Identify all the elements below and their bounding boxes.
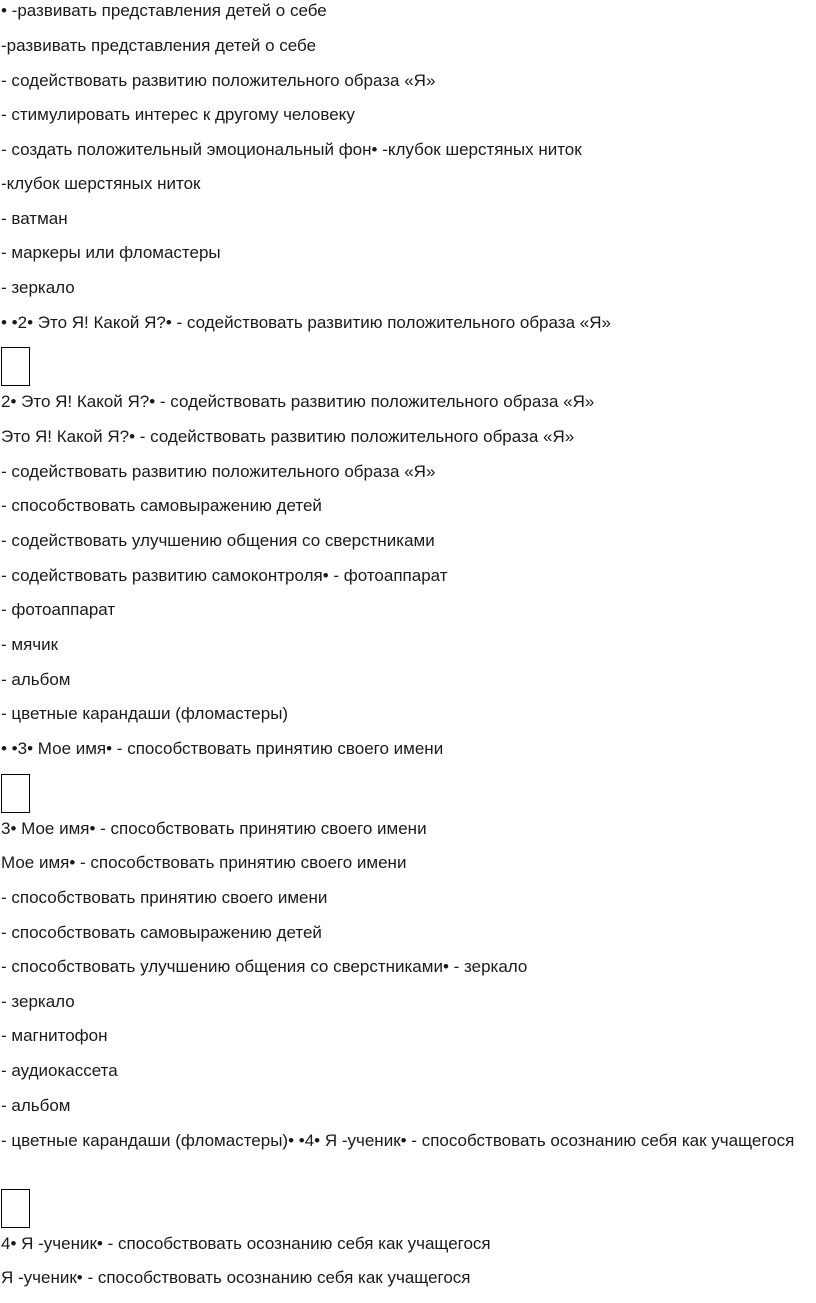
text-line: - способствовать самовыражению детей	[1, 923, 322, 942]
text-line: - ватман	[1, 209, 68, 228]
text-line: Мое имя• - способствовать принятию своего имени	[1, 853, 407, 872]
text-line: 2• Это Я! Какой Я?• - содействовать развитию положительного образа «Я»	[1, 392, 595, 411]
text-line: • •2• Это Я! Какой Я?• - содействовать развитию положительного образа «Я»	[1, 313, 611, 332]
text-line: 3• Мое имя• - способствовать принятию своего имени	[1, 819, 427, 838]
text-line: - фотоаппарат	[1, 600, 116, 619]
text-line: -развивать представления детей о себе	[1, 36, 317, 55]
text-line: - зеркало	[1, 992, 75, 1011]
text-line: 4• Я -ученик• - способствовать осознанию себя как учащегося	[1, 1234, 491, 1253]
text-line: Я -ученик• - способствовать осознанию себя как учащегося	[1, 1268, 471, 1287]
text-line: - цветные карандаши (фломастеры)	[1, 704, 289, 723]
text-line: - альбом	[1, 670, 71, 689]
text-line: Это Я! Какой Я?• - содействовать развитию положительного образа «Я»	[1, 427, 575, 446]
text-line: - способствовать принятию своего имени	[1, 888, 328, 907]
text-line: - стимулировать интерес к другому человеку	[1, 105, 355, 124]
text-line: - способствовать самовыражению детей	[1, 496, 322, 515]
text-line: • •3• Мое имя• - способствовать принятию своего имени	[1, 739, 444, 758]
text-line: - маркеры или фломастеры	[1, 243, 221, 262]
text-line: - зеркало	[1, 278, 75, 297]
text-line: - способствовать улучшению общения со сверстниками• - зеркало	[1, 957, 528, 976]
text-line: - магнитофон	[1, 1026, 108, 1045]
text-line: - содействовать развитию самоконтроля• - фотоаппарат	[1, 566, 448, 585]
image-placeholder-box	[1, 774, 30, 813]
text-line: - мячик	[1, 635, 59, 654]
text-line: - содействовать развитию положительного образа «Я»	[1, 71, 436, 90]
text-line: • -развивать представления детей о себе	[1, 1, 327, 20]
image-placeholder-box	[1, 347, 30, 386]
text-line: - альбом	[1, 1096, 71, 1115]
text-line: - содействовать развитию положительного образа «Я»	[1, 462, 436, 481]
text-line: - цветные карандаши (фломастеры)• •4• Я -ученик• - способствовать осознанию себя как учащегося	[1, 1131, 795, 1150]
text-line: - аудиокассета	[1, 1061, 118, 1080]
image-placeholder-box	[1, 1189, 30, 1228]
text-line: -клубок шерстяных ниток	[1, 174, 201, 193]
text-line: - создать положительный эмоциональный фон• -клубок шерстяных ниток	[1, 140, 582, 159]
text-line: - содействовать улучшению общения со сверстниками	[1, 531, 435, 550]
